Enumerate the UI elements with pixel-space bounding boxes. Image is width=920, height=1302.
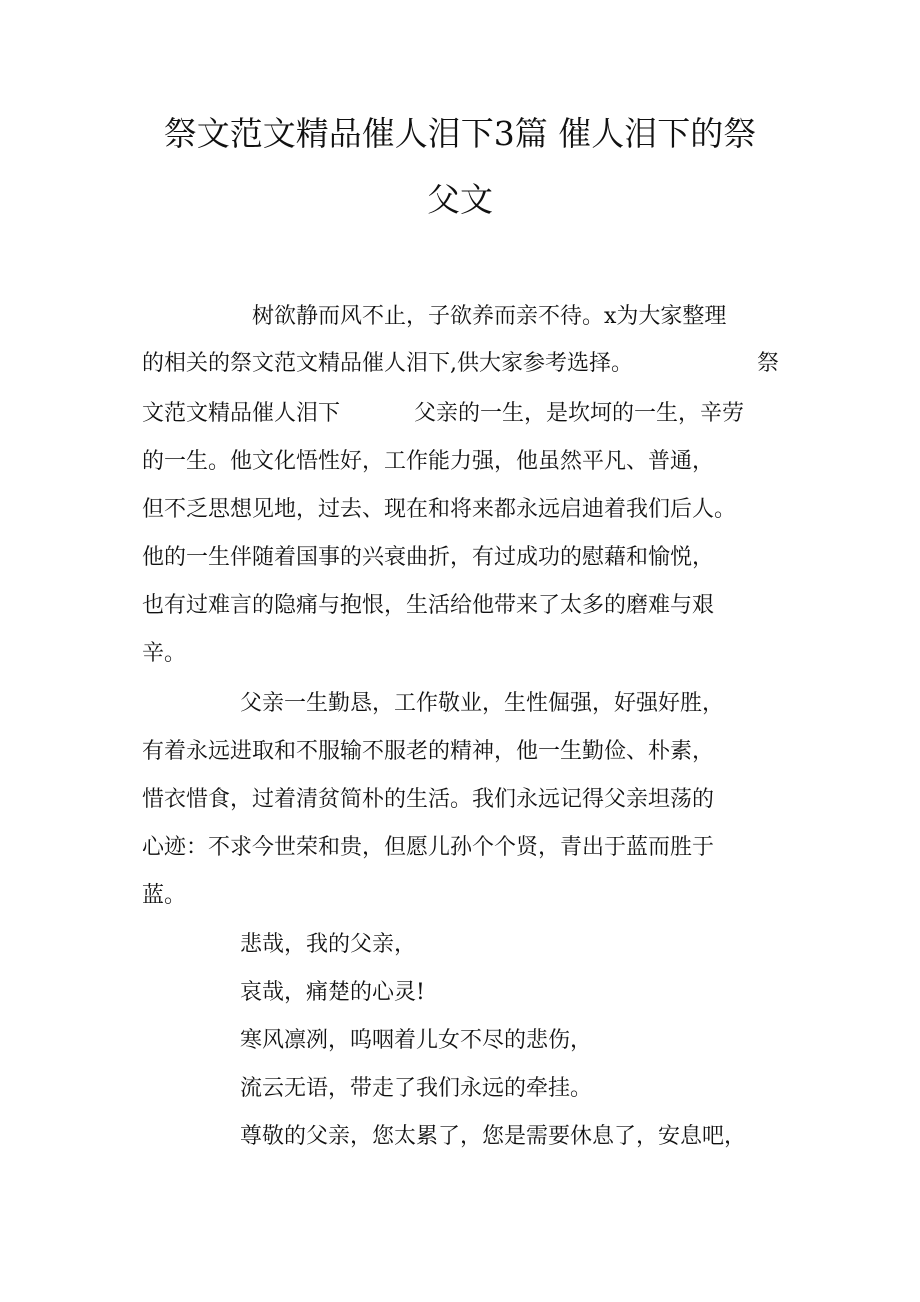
body-line: 流云无语，带走了我们永远的牵挂。 (240, 1076, 593, 1101)
body-line: 有着永远进取和不服输不服老的精神，他一生勤俭、朴素， (142, 739, 715, 764)
body-line: 也有过难言的隐痛与抱恨，生活给他带来了太多的磨难与艰 (142, 593, 715, 618)
body-line: 的一生。他文化悟性好，工作能力强，他虽然平凡、普通， (142, 449, 715, 474)
document-title-line-1: 祭文范文精品催人泪下3篇 催人泪下的祭 (163, 114, 757, 153)
body-line: 蓝。 (142, 883, 187, 908)
body-line: 的相关的祭文范文精品催人泪下,供大家参考选择。 (142, 351, 633, 376)
body-line: 寒风凛冽，呜咽着儿女不尽的悲伤， (240, 1028, 593, 1053)
body-line: 树欲静而风不止，子欲养而亲不待。x为大家整理 (252, 304, 727, 329)
body-line: 哀哉，痛楚的心灵! (240, 980, 425, 1005)
document-title-line-2: 父文 (427, 180, 493, 219)
body-line: 祭 (757, 351, 780, 376)
body-line: 但不乏思想见地，过去、现在和将来都永远启迪着我们后人。 (142, 497, 737, 522)
body-line: 父亲一生勤恳，工作敬业，生性倔强，好强好胜， (240, 691, 725, 716)
body-line: 他的一生伴随着国事的兴衰曲折，有过成功的慰藉和愉悦， (142, 545, 715, 570)
body-line: 文范文精品催人泪下 (142, 401, 341, 426)
body-line: 心迹：不求今世荣和贵，但愿儿孙个个贤，青出于蓝而胜于 (142, 835, 715, 860)
body-line: 辛。 (142, 641, 187, 666)
body-line: 悲哉，我的父亲， (240, 932, 417, 957)
body-line: 惜衣惜食，过着清贫简朴的生活。我们永远记得父亲坦荡的 (142, 787, 715, 812)
body-line: 尊敬的父亲，您太累了，您是需要休息了，安息吧， (240, 1124, 747, 1149)
body-line: 父亲的一生，是坎坷的一生，辛劳 (414, 401, 745, 426)
